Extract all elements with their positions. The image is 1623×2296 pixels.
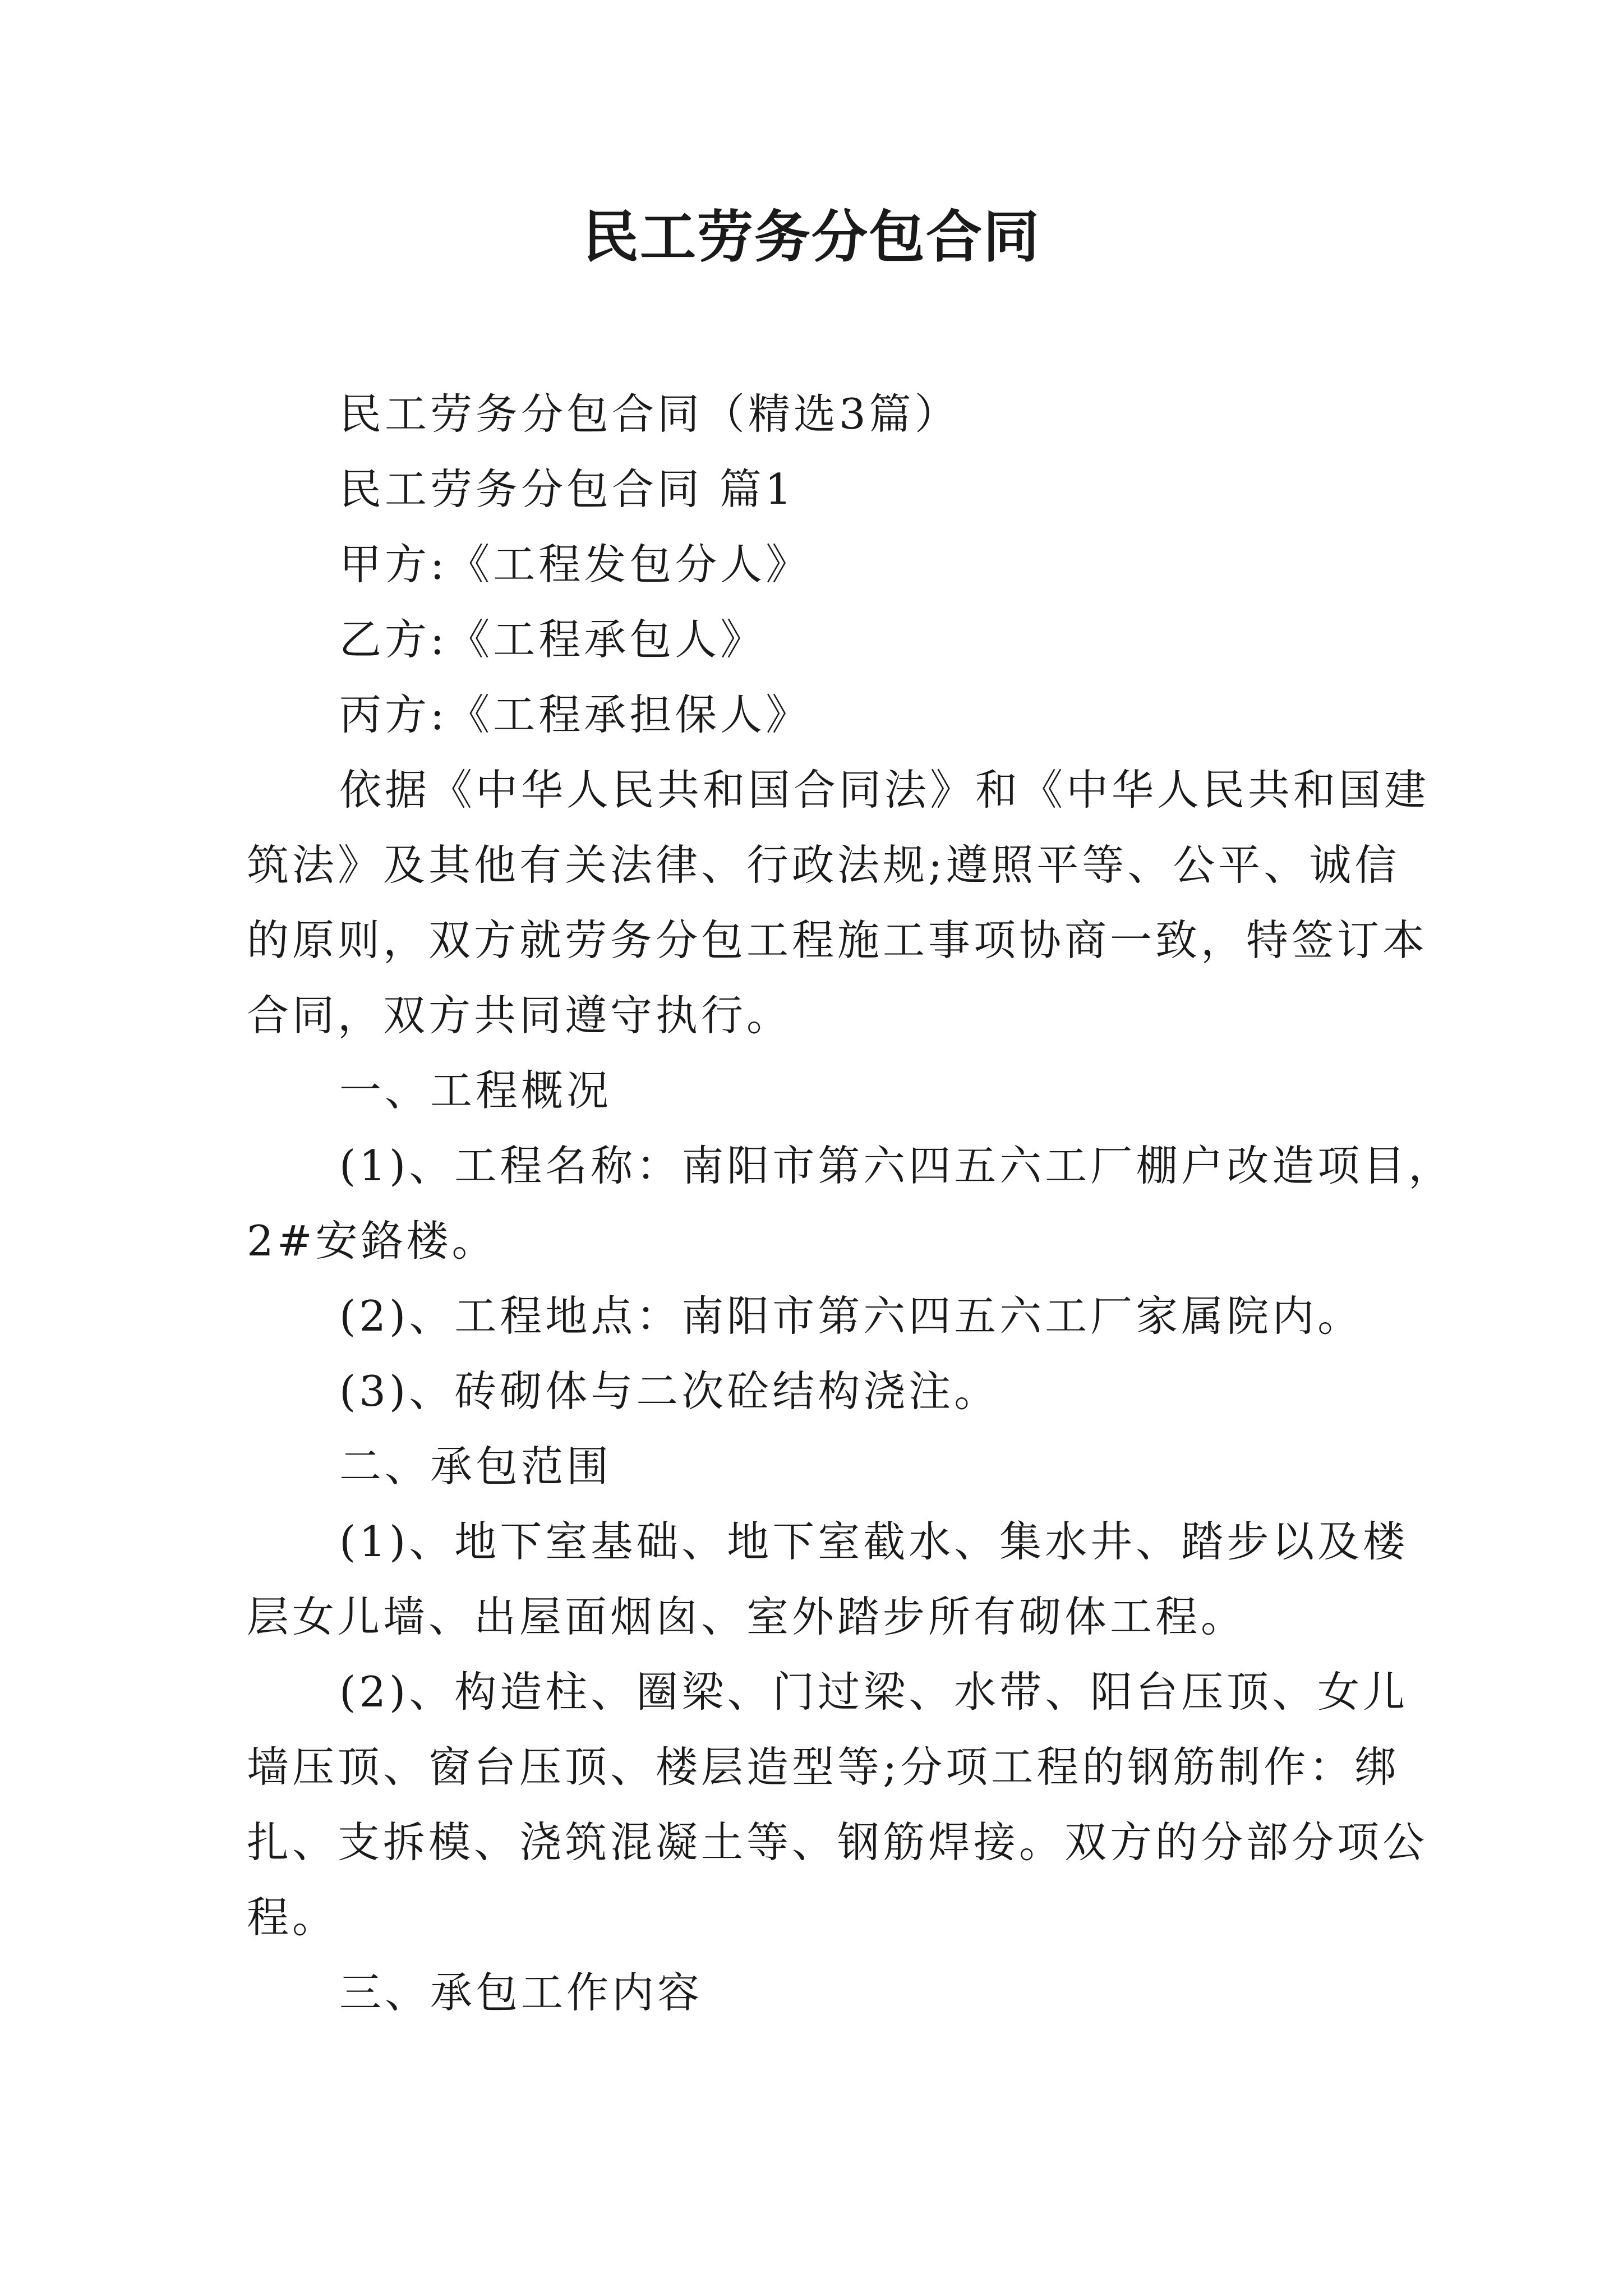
section-heading: 三、承包工作内容: [339, 1968, 703, 2017]
section-heading: 二、承包范围: [339, 1442, 612, 1491]
paragraph-line: 民工劳务分包合同（精选3篇）: [339, 389, 960, 439]
paragraph-line: 依据《中华人民共和国合同法》和《中华人民共和国建: [339, 765, 1430, 815]
paragraph-line: 层女儿墙、出屋面烟囱、室外踏步所有砌体工程。: [247, 1592, 1247, 1641]
paragraph-line: 墙压顶、窗台压顶、楼层造型等;分项工程的钢筋制作：绑: [247, 1742, 1400, 1792]
paragraph-line: 筑法》及其他有关法律、行政法规;遵照平等、公平、诚信: [247, 840, 1400, 890]
paragraph-line: (1)、地下室基础、地下室截水、集水井、踏步以及楼: [339, 1517, 1409, 1566]
paragraph-line: 甲方:《工程发包分人》: [339, 540, 811, 589]
paragraph-line: 乙方:《工程承包人》: [339, 615, 766, 664]
paragraph-line: 丙方:《工程承担保人》: [339, 690, 811, 739]
section-heading: 一、工程概况: [339, 1066, 612, 1115]
paragraph-line: (2)、工程地点：南阳市第六四五六工厂家属院内。: [339, 1291, 1363, 1341]
paragraph-line: 2#安鉻楼。: [247, 1216, 497, 1266]
paragraph-line: 的原则，双方就劳务分包工程施工事项协商一致，特签订本: [247, 915, 1428, 965]
paragraph-line: (1)、工程名称：南阳市第六四五六工厂棚户改造项目，: [339, 1141, 1454, 1190]
paragraph-line: 程。: [247, 1893, 338, 1942]
paragraph-line: (3)、砖砌体与二次砼结构浇注。: [339, 1366, 1000, 1416]
paragraph-line: 合同，双方共同遵守执行。: [247, 991, 792, 1040]
document-title: 民工劳务分包合同: [583, 204, 1040, 270]
paragraph-line: (2)、构造柱、圈梁、门过梁、水带、阳台压顶、女儿: [339, 1667, 1409, 1717]
paragraph-line: 民工劳务分包合同 篇1: [339, 464, 795, 514]
paragraph-line: 扎、支拆模、浇筑混凝土等、钢筋焊接。双方的分部分项公: [247, 1818, 1428, 1867]
